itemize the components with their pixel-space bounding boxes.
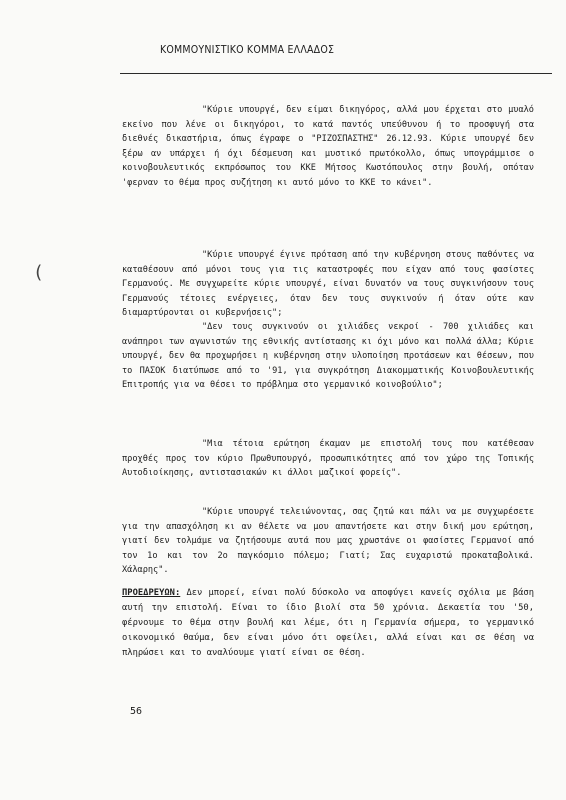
paragraph-text: Δεν μπορεί, είναι πολύ δύσκολο να αποφύγει κανείς σχόλια με βάση αυτή την επιστολή. Είναι το ίδιο βιολί στα 50 χρόνια. Δεκαετία του '50, φέρνουμε το θέμα στην βουλή και λέμε, ότι η Γερμανία σήμερα, το γερμανικό οικονομικό θαύμα, δεν είναι μόνο ότι οφείλει, αλλά είναι και σε θέση να πληρώσει και το αναλύουμε γιατί είναι σε θέση. <box>122 588 535 658</box>
paragraph-3 <box>122 320 534 393</box>
paragraph-2 <box>122 248 534 321</box>
paragraph-1 <box>122 103 534 191</box>
paragraph-text: "Κύριε υπουργέ έγινε πρόταση από την κυβέρνηση στους παθόντες να καταθέσουν από μόνοι τους για τις καταστροφές που είχαν από τους φασίστες Γερμανούς. Με συγχωρείτε κύριε υπουργέ, είναι δυνατόν να τους συγκινήσουν τους Γερμανούς τέτοιες ενέργειες, όταν δεν τους συγκινούν ή όταν ούτε καν διαμαρτύρονται οι κυβερνήσεις"; <box>122 250 534 319</box>
page-number: 56 <box>130 706 143 717</box>
paragraph-text: "Δεν τους συγκινούν οι χιλιάδες νεκροί - 700 χιλιάδες και ανάπηροι των αγωνιστών της εθνικής αντίστασης κι όχι μόνο και πολλά άλλα; Κύριε υπουργέ, δεν θα προχωρήσει η κυβέρνηση στην υλοποίηση προτάσεων και θέσεων, που το ΠΑΣΟΚ διατύπωσε από το '91, για συγκρότηση Διακομματικής Κοινοβουλευτικής Επιτροπής για να θέσει το πρόβλημα στο γερμανικό κοινοβούλιο"; <box>122 322 534 391</box>
paragraph-text: "Κύριε υπουργέ, δεν είμαι δικηγόρος, αλλά μου έρχεται στο μυαλό εκείνο που λένε οι δικηγόροι, το κατά παντός υπεύθυνου ή το προσφυγή στα διεθνές δικαστήρια, όπως έγραφε ο "ΡΙΖΟΣΠΑΣΤΗΣ" 26.12.93. Κύριε υπουργέ δεν ξέρω αν υπάρχει ή όχι δέσμευση και μυστικό πρωτόκολλο, όπως υπογράμμισε ο κοινοβουλευτικός εκπρόσωπος του ΚΚΕ Μήτσος Κωστόπουλος στην βουλή, οπόταν 'φερναν το θέμα προς συζήτηση κι αυτό μόνο το ΚΚΕ το κάνει". <box>122 105 534 188</box>
paragraph-4 <box>122 437 534 481</box>
paragraph-6 <box>122 586 534 661</box>
paragraph-text: "Κύριε υπουργέ τελειώνοντας, σας ζητώ και πάλι να με συγχωρέσετε για την απασχόληση κι αν θέλετε να μου απαντήσετε και στην δική μου ερώτηση, γιατί δεν τολμάμε να ζητήσουμε αυτά που μας χρωστάνε οι φασίστες Γερμανοί από τον 1ο και τον 2ο παγκόσμιο πόλεμο; Γιατί; Σας ευχαριστώ προκαταβολικά. Χάλαρης". <box>122 507 534 576</box>
paragraph-text: "Μια τέτοια ερώτηση έκαμαν με επιστολή τους που κατέθεσαν προχθές προς τον κύριο Πρωθυπουργό, προσωπικότητες από τον χώρο της Τοπικής Αυτοδιοίκησης, αντιστασιακών κι άλλοι μαζικοί φορείς". <box>122 439 534 479</box>
paragraph-5 <box>122 505 534 578</box>
page-header: ΚΟΜΜΟΥΝΙΣΤΙΚΟ ΚΟΜΜΑ ΕΛΛΑΔΟΣ <box>160 44 335 56</box>
margin-mark: ( <box>33 262 44 283</box>
speaker-label: ΠΡΟΕΔΡΕΥΩΝ: <box>122 588 181 598</box>
header-rule <box>120 73 552 74</box>
